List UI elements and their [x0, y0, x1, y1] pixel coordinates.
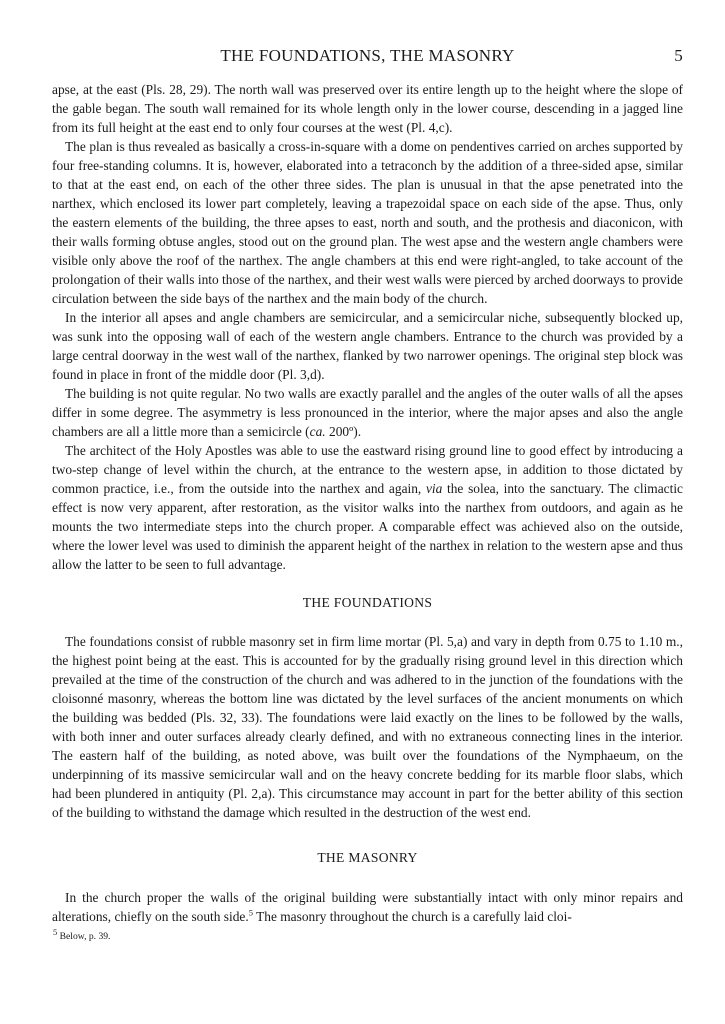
body-text — [52, 80, 683, 943]
footnote-marker: 5 — [53, 926, 58, 937]
footnote-text: Below, p. 39. — [57, 931, 111, 942]
page-number: 5 — [674, 46, 683, 65]
paragraph-levels-text: The architect of the Holy Apostles was able to use the eastward rising ground line to good effect by introducing a two-step change of level within the church, at the entrance to the western apse, in addition to those dictated by common practice, i.e., from the outside into the narthex and again, — [52, 443, 683, 496]
paragraph-regularity-end: 200º). — [325, 424, 362, 439]
running-title: THE FOUNDATIONS, THE MASONRY — [220, 46, 515, 65]
paragraph-masonry-end: The masonry throughout the church is a carefully laid cloi- — [252, 909, 572, 924]
paragraph-foundations: The foundations consist of rubble masonry set in firm lime mortar (Pl. 5,a) and vary in depth from 0.75 to 1.10 m., the highest point being at the east. This is accounted for by the gradually rising ground level in this direction which prevailed at the time of the construction of the church and was adhered to in the junction of the foundations with the cloisonné masonry, whereas the bottom line was dictated by the level surfaces of the ancient monuments on which the building was bedded (Pls. 32, 33). The foundations were laid exactly on the lines to be followed by the walls, with both inner and outer surfaces already clearly defined, and with no extraneous connecting lines in the interior. The eastern half of the building, as noted above, was built over the foundations of the Nymphaeum, on the underpinning of its massive semicircular wall and on the heavy concrete bedding for its marble floor slabs, which had been plundered in antiquity (Pl. 2,a). This circumstance may account in part for the better ability of this section of the building to withstand the damage which resulted in the destruction of the west end. — [52, 634, 683, 820]
circa-abbreviation: ca. — [309, 424, 326, 439]
section-heading-masonry: THE MASONRY — [317, 850, 418, 865]
paragraph-plan: The plan is thus revealed as basically a cross-in-square with a dome on pendentives carried on arches supported by four free-standing columns. It is, however, elaborated into a tetraconch by the addition of a three-sided apse, similar to that at the east end, on each of the other three sides. The plan is unusual in that the apse penetrated into the narthex, which enclosed its lower part completely, leaving a trapezoidal space on each side of the apse. Thus, only the eastern elements of the building, the three apses to east, north and south, and the prothesis and diaconicon, with their walls forming obtuse angles, stood out on the ground plan. The west apse and the western angle chambers were visible only above the roof of the narthex. The angle chambers at this end were right-angled, to take account of the prolongation of their walls into those of the narthex, and their west walls were pierced by arched doorways to provide circulation between the side bays of the narthex and the main body of the church. — [52, 139, 683, 306]
footnote-reference: 5 — [248, 907, 253, 918]
paragraph-levels — [52, 441, 683, 574]
paragraph-masonry-text: In the church proper the walls of the original building were substantially intact with only minor repairs and alterations, chiefly on the south side. — [52, 890, 683, 924]
paragraph-levels-end: the solea, into the sanctuary. The climactic effect is now very apparent, after restoration, as the visitor walks into the narthex from outdoors, and again as he mounts the two intermediate steps into the church proper. A comparable effect was achieved also on the outside, where the lower level was used to diminish the apparent height of the narthex in relation to the western apse and thus allow the latter to be seen to full advantage. — [52, 481, 683, 572]
paragraph-interior: In the interior all apses and angle chambers are semicircular, and a semicircular niche, subsequently blocked up, was sunk into the opposing wall of each of the western angle chambers. Entrance to the church was provided by a large central doorway in the west wall of the narthex, flanked by two narrower openings. The original step block was found in place in front of the middle door (Pl. 3,d). — [52, 310, 683, 382]
paragraph-masonry — [52, 888, 683, 926]
page — [52, 46, 683, 943]
paragraph-regularity-text: The building is not quite regular. No two walls are exactly parallel and the angles of the outer walls of all the apses differ in some degree. The asymmetry is less pronounced in the interior, where the major apses and also the angle chambers are all a little more than a semicircle ( — [52, 386, 683, 439]
footnote — [52, 926, 683, 943]
paragraph-regularity — [52, 384, 683, 441]
running-head — [52, 46, 683, 72]
via-word: via — [425, 481, 443, 496]
paragraph-continued: apse, at the east (Pls. 28, 29). The north wall was preserved over its entire length up to the height where the slope of the gable began. The south wall remained for its whole length only in the lower course, descending in a jagged line from its full height at the east end to only four courses at the west (Pl. 4,c). — [52, 82, 683, 135]
section-heading-foundations: THE FOUNDATIONS — [302, 595, 433, 610]
